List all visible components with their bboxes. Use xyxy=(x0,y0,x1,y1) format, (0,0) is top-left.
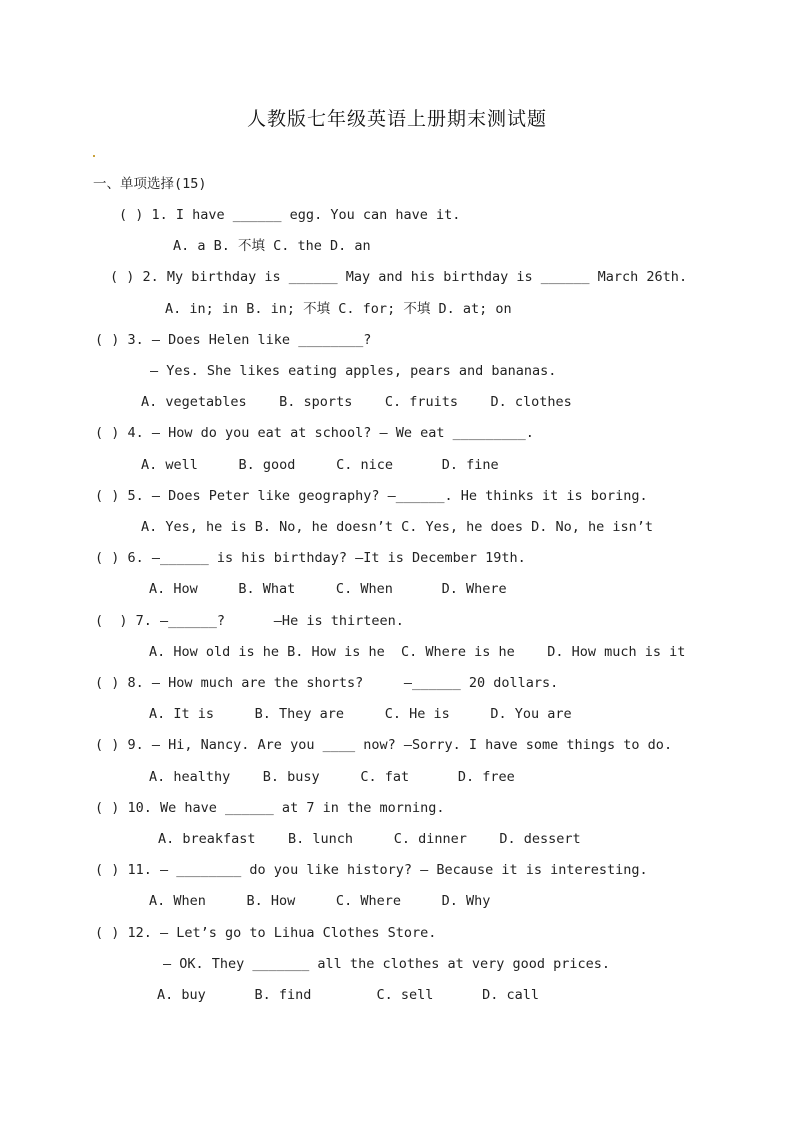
section-heading: 一、单项选择(15) xyxy=(93,176,207,192)
question-10-options: A. breakfast B. lunch C. dinner D. dessert xyxy=(158,831,581,847)
question-4-stem: ( ) 4. — How do you eat at school? — We eat _________. xyxy=(95,425,534,441)
question-3-reply: — Yes. She likes eating apples, pears and bananas. xyxy=(150,363,557,379)
question-2-stem: ( ) 2. My birthday is ______ May and his birthday is ______ March 26th. xyxy=(110,269,688,285)
question-10-stem: ( ) 10. We have ______ at 7 in the morning. xyxy=(95,800,445,816)
question-5-stem: ( ) 5. — Does Peter like geography? —______. He thinks it is boring. xyxy=(95,488,648,504)
question-12-options: A. buy B. find C. sell D. call xyxy=(157,987,540,1003)
question-6-stem: ( ) 6. —______ is his birthday? —It is December 19th. xyxy=(95,550,526,566)
question-9-stem: ( ) 9. — Hi, Nancy. Are you ____ now? —Sorry. I have some things to do. xyxy=(95,737,673,753)
question-12-reply: — OK. They _______ all the clothes at very good prices. xyxy=(163,956,611,972)
page-title: 人教版七年级英语上册期末测试题 xyxy=(246,108,547,130)
question-7-options: A. How old is he B. How is he C. Where is he D. How much is it xyxy=(149,644,686,660)
question-1-options: A. a B. 不填 C. the D. an xyxy=(173,238,371,254)
question-4-options: A. well B. good C. nice D. fine xyxy=(141,457,499,473)
question-8-options: A. It is B. They are C. He is D. You are xyxy=(149,706,572,722)
question-9-options: A. healthy B. busy C. fat D. free xyxy=(149,769,515,785)
question-7-stem: ( ) 7. —______? —He is thirteen. xyxy=(95,613,404,629)
question-3-options: A. vegetables B. sports C. fruits D. clothes xyxy=(141,394,572,410)
decorative-dot xyxy=(93,155,95,157)
question-8-stem: ( ) 8. — How much are the shorts? —______ 20 dollars. xyxy=(95,675,559,691)
question-1-stem: ( ) 1. I have ______ egg. You can have it. xyxy=(119,207,461,223)
question-11-stem: ( ) 11. — ________ do you like history? — Because it is interesting. xyxy=(95,862,648,878)
question-3-stem: ( ) 3. — Does Helen like ________? xyxy=(95,332,372,348)
question-2-options: A. in; in B. in; 不填 C. for; 不填 D. at; on xyxy=(165,301,512,317)
question-12-stem: ( ) 12. — Let’s go to Lihua Clothes Store. xyxy=(95,925,437,941)
question-6-options: A. How B. What C. When D. Where xyxy=(149,581,507,597)
question-5-options: A. Yes, he is B. No, he doesn’t C. Yes, he does D. No, he isn’t xyxy=(141,519,654,535)
question-11-options: A. When B. How C. Where D. Why xyxy=(149,893,491,909)
